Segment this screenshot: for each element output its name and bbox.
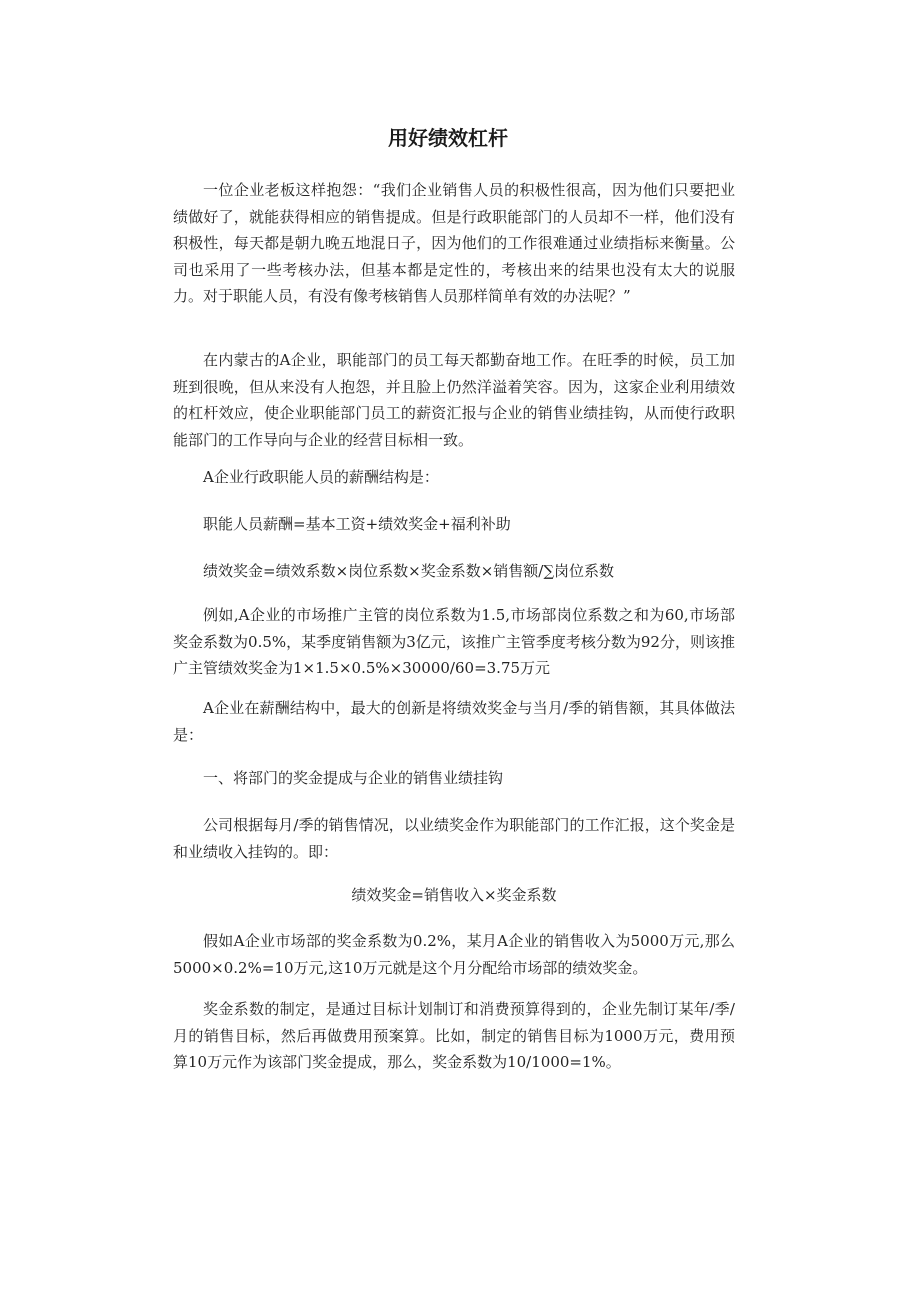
paragraph-bonus-formula: 绩效奖金=绩效系数×岗位系数×奖金系数×销售额/∑岗位系数 (203, 562, 615, 580)
paragraph-inner-mongolia-case: 在内蒙古的A企业，职能部门的员工每天都勤奋地工作。在旺季的时候，员工加班到很晚，但从来没有人抱怨，并且脸上仍然洋溢着笑容。因为，这家企业利用绩效的杠杆效应，使企业职能部门员工的薪资汇报与企业的销售业绩挂钩，从而使行政职能部门的工作导向与企业的经营目标相一致。 (173, 351, 735, 449)
paragraph-center-formula: 绩效奖金=销售收入×奖金系数 (351, 886, 557, 904)
document-title: 用好绩效杠杆 (388, 126, 508, 150)
paragraph-section-heading: 一、将部门的奖金提成与企业的销售业绩挂钩 (203, 769, 504, 787)
paragraph-example: 例如,A企业的市场推广主管的岗位系数为1.5,市场部岗位系数之和为60,市场部奖金系数为0.5%，某季度销售额为3亿元，该推广主管季度考核分数为92分，则该推广主管绩效奖金为1×1.5×0.5%×30000/60=3.75万元 (173, 606, 735, 677)
paragraph-coefficient-setting: 奖金系数的制定，是通过目标计划制订和消费预算得到的，企业先制订某年/季/月的销售目标，然后再做费用预案算。比如，制定的销售目标为1000万元，费用预算10万元作为该部门奖金提成，那么，奖金系数为10/1000=1%。 (173, 1000, 735, 1071)
paragraph-salary-formula: 职能人员薪酬=基本工资+绩效奖金+福利补助 (203, 515, 511, 533)
paragraph-salary-structure-intro: A企业行政职能人员的薪酬结构是： (203, 468, 439, 486)
paragraph-company-practice: 公司根据每月/季的销售情况，以业绩奖金作为职能部门的工作汇报，这个奖金是和业绩收入挂钩的。即： (173, 816, 735, 861)
paragraph-innovation: A企业在薪酬结构中，最大的创新是将绩效奖金与当月/季的销售额，其具体做法是： (173, 699, 735, 744)
paragraph-complaint: 一位企业老板这样抱怨：“我们企业销售人员的积极性很高，因为他们只要把业绩做好了，就能获得相应的销售提成。但是行政职能部门的人员却不一样，他们没有积极性，每天都是朝九晚五地混日子，因为他们的工作很难通过业绩指标来衡量。公司也采用了一些考核办法，但基本都是定性的，考核出来的结果也没有太大的说服力。对于职能人员，有没有像考核销售人员那样简单有效的办法呢？” (173, 181, 735, 305)
paragraph-market-example: 假如A企业市场部的奖金系数为0.2%，某月A企业的销售收入为5000万元,那么5000×0.2%=10万元,这10万元就是这个月分配给市场部的绩效奖金。 (173, 932, 735, 977)
